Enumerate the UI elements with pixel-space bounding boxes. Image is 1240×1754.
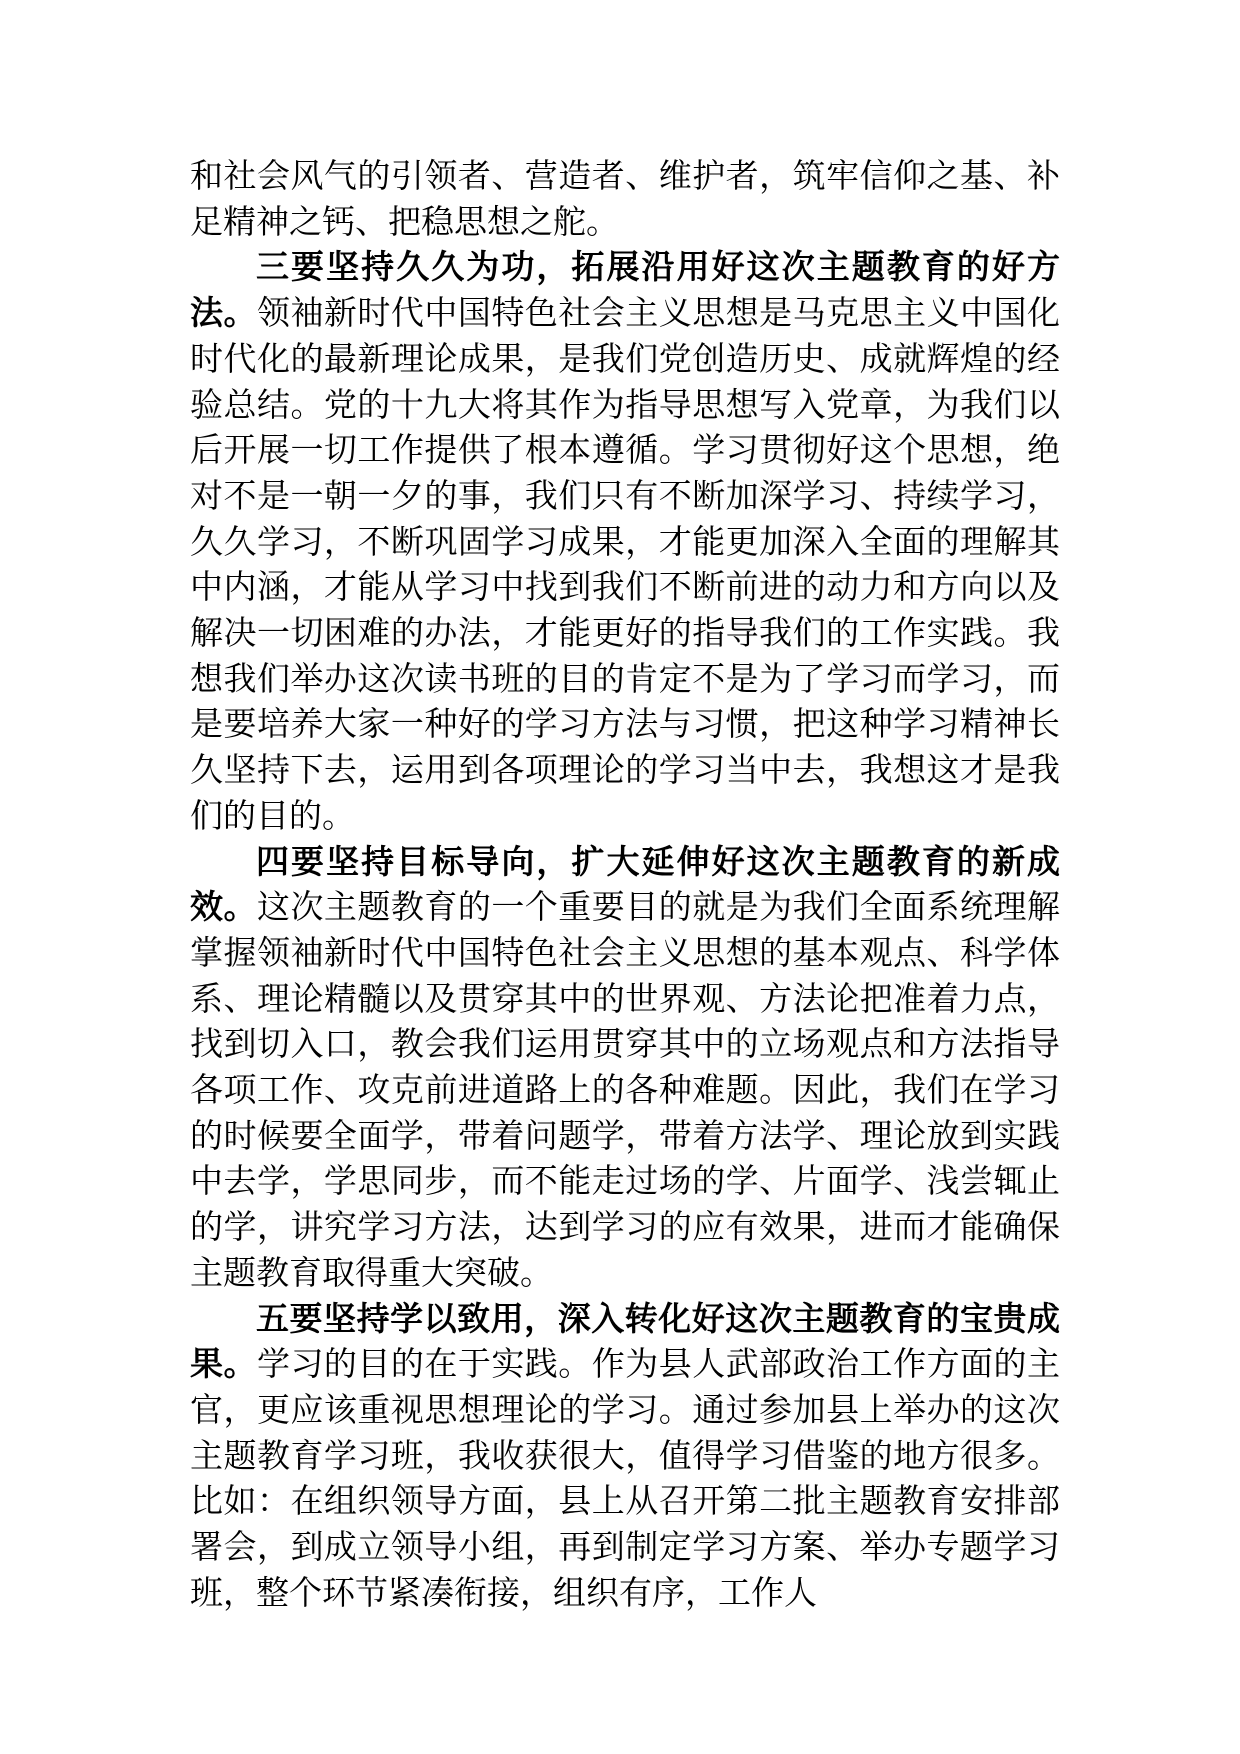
paragraph-heading: 四要坚持目标导向，扩大延伸好这次主题教育的新成效。 (190, 841, 1060, 927)
paragraph-point-four (190, 839, 1060, 1296)
paragraph-text: 这次主题教育的一个重要目的就是为我们全面系统理解掌握领袖新时代中国特色社会主义思想的基本观点、科学体系、理论精髓以及贯穿其中的世界观、方法论把准着力点，找到切入口，教会我们运用贯穿其中的立场观点和方法指导各项工作、攻克前进道路上的各种难题。因此，我们在学习的时候要全面学，带着问题学，带着方法学、理论放到实践中去学，学思同步，而不能走过场的学、片面学、浅尝辄止的学，讲究学习方法，达到学习的应有效果，进而才能确保主题教育取得重大突破。 (190, 887, 1061, 1292)
paragraph-text: 和社会风气的引领者、营造者、维护者，筑牢信仰之基、补足精神之钙、把稳思想之舵。 (190, 156, 1060, 241)
paragraph-point-three (190, 244, 1060, 838)
paragraph-point-five (190, 1296, 1060, 1616)
document-page (190, 153, 1060, 1616)
paragraph-continuation (190, 153, 1060, 244)
paragraph-text: 领袖新时代中国特色社会主义思想是马克思主义中国化时代化的最新理论成果，是我们党创造历史、成就辉煌的经验总结。党的十九大将其作为指导思想写入党章，为我们以后开展一切工作提供了根本遵循。学习贯彻好这个思想，绝对不是一朝一夕的事，我们只有不断加深学习、持续学习，久久学习，不断巩固学习成果，才能更加深入全面的理解其中内涵，才能从学习中找到我们不断前进的动力和方向以及解决一切困难的办法，才能更好的指导我们的工作实践。我想我们举办这次读书班的目的肯定不是为了学习而学习，而是要培养大家一种好的学习方法与习惯，把这种学习精神长久坚持下去，运用到各项理论的学习当中去，我想这才是我们的目的。 (190, 293, 1061, 835)
paragraph-heading: 三要坚持久久为功，拓展沿用好这次主题教育的好方法。 (190, 247, 1060, 333)
paragraph-text: 学习的目的在于实践。作为县人武部政治工作方面的主官，更应该重视思想理论的学习。通过参加县上举办的这次主题教育学习班，我收获很大，值得学习借鉴的地方很多。比如：在组织领导方面，县上从召开第二批主题教育安排部署会，到成立领导小组，再到制定学习方案、举办专题学习班，整个环节紧凑衔接，组织有序，工作人 (190, 1344, 1061, 1612)
paragraph-heading: 五要坚持学以致用，深入转化好这次主题教育的宝贵成果。 (190, 1298, 1060, 1384)
